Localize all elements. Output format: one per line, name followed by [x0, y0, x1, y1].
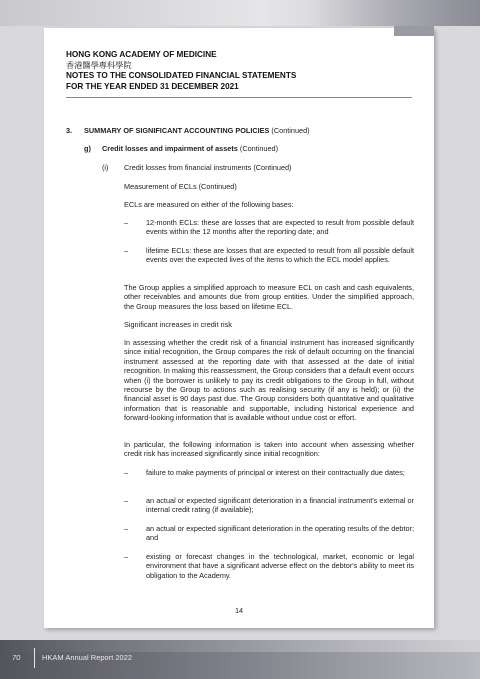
top-band-shade: [310, 0, 480, 26]
org-name-chinese: 香港醫學專科學院: [66, 60, 132, 70]
section-heading: [84, 126, 404, 135]
item-label: (i): [102, 163, 109, 172]
top-decorative-band: [0, 0, 480, 26]
significant-increase-heading: Significant increases in credit risk: [124, 320, 232, 329]
document-page: [44, 28, 434, 628]
footer-divider: [34, 648, 35, 668]
bullet-failure-to-pay: failure to make payments of principal or interest on their contractually due dates;: [146, 468, 405, 477]
footer-report-title: HKAM Annual Report 2022: [42, 653, 133, 662]
bullet-dash: –: [124, 218, 129, 227]
subsection-title: Credit losses and impairment of assets: [102, 144, 238, 153]
measurement-intro: ECLs are measured on either of the following bases:: [124, 200, 294, 209]
para-simplified-approach: The Group applies a simplified approach to measure ECL on cash and cash equivalents, other receivables and amounts due from group entities. Under the simplified approach, the Group measures the loss based on lifetime ECL.: [124, 283, 414, 311]
bullet-credit-rating: an actual or expected significant deterioration in a financial instrument's external or internal credit rating (if available);: [146, 496, 414, 515]
bullet-environment-changes: existing or forecast changes in the technological, market, economic or legal environment that have a significant adverse effect on the debtor's ability to meet its obligation to the Academy.: [146, 552, 414, 580]
measurement-heading: Measurement of ECLs (Continued): [124, 182, 237, 191]
para-assessing-credit-risk: In assessing whether the credit risk of a financial instrument has increased significantly since initial recognition, the Group compares the risk of default occurring on the financial instrument assessed at the reporting date with that assessed at the date of initial recognition. In making this reassessment, the Group considers that a default event occurs when (i) the borrower is unlikely to pay its credit obligations to the Group in full, without recourse by the Group to actions such as realising security (if any is held); or (ii) the financial asset is 90 days past due. The Group considers both quantitative and qualitative information that is reasonable and supportable, including historical experience and forward-looking information that is available without undue cost or effort.: [124, 338, 414, 423]
bullet-lifetime-ecl: lifetime ECLs: these are losses that are expected to result from all possible default events over the expected lives of the items to which the ECL model applies.: [146, 246, 414, 265]
footer-band-highlight: [0, 640, 480, 652]
document-header: [66, 50, 406, 92]
bullet-dash: –: [124, 524, 129, 533]
para-in-particular: In particular, the following information is taken into account when assessing whether credit risk has increased significantly since initial recognition:: [124, 440, 414, 459]
bullet-operating-results: an actual or expected significant deterioration in the operating results of the debtor; and: [146, 524, 414, 543]
subsection-heading: [102, 144, 402, 153]
section-number: 3.: [66, 126, 73, 135]
section-title-suffix: (Continued): [269, 126, 310, 135]
year-title: FOR THE YEAR ENDED 31 DECEMBER 2021: [66, 81, 239, 91]
bullet-12-month-ecl: 12-month ECLs: these are losses that are expected to result from possible default events within the 12 months after the reporting date; and: [146, 218, 414, 237]
item-title: Credit losses from financial instruments (Continued): [124, 163, 292, 172]
subsection-title-suffix: (Continued): [237, 144, 279, 153]
bullet-dash: –: [124, 246, 129, 255]
subsection-label: g): [84, 144, 91, 153]
notes-title: NOTES TO THE CONSOLIDATED FINANCIAL STATEMENTS: [66, 71, 297, 80]
page-number: 14: [234, 606, 244, 615]
bullet-dash: –: [124, 552, 129, 561]
bullet-dash: –: [124, 496, 129, 505]
org-name: HONG KONG ACADEMY OF MEDICINE: [66, 50, 217, 59]
footer-page-number: 70: [12, 653, 21, 662]
bullet-dash: –: [124, 468, 129, 477]
page-corner-accent: [394, 26, 434, 36]
header-divider: [66, 97, 412, 98]
section-title: SUMMARY OF SIGNIFICANT ACCOUNTING POLICIES: [84, 126, 270, 135]
